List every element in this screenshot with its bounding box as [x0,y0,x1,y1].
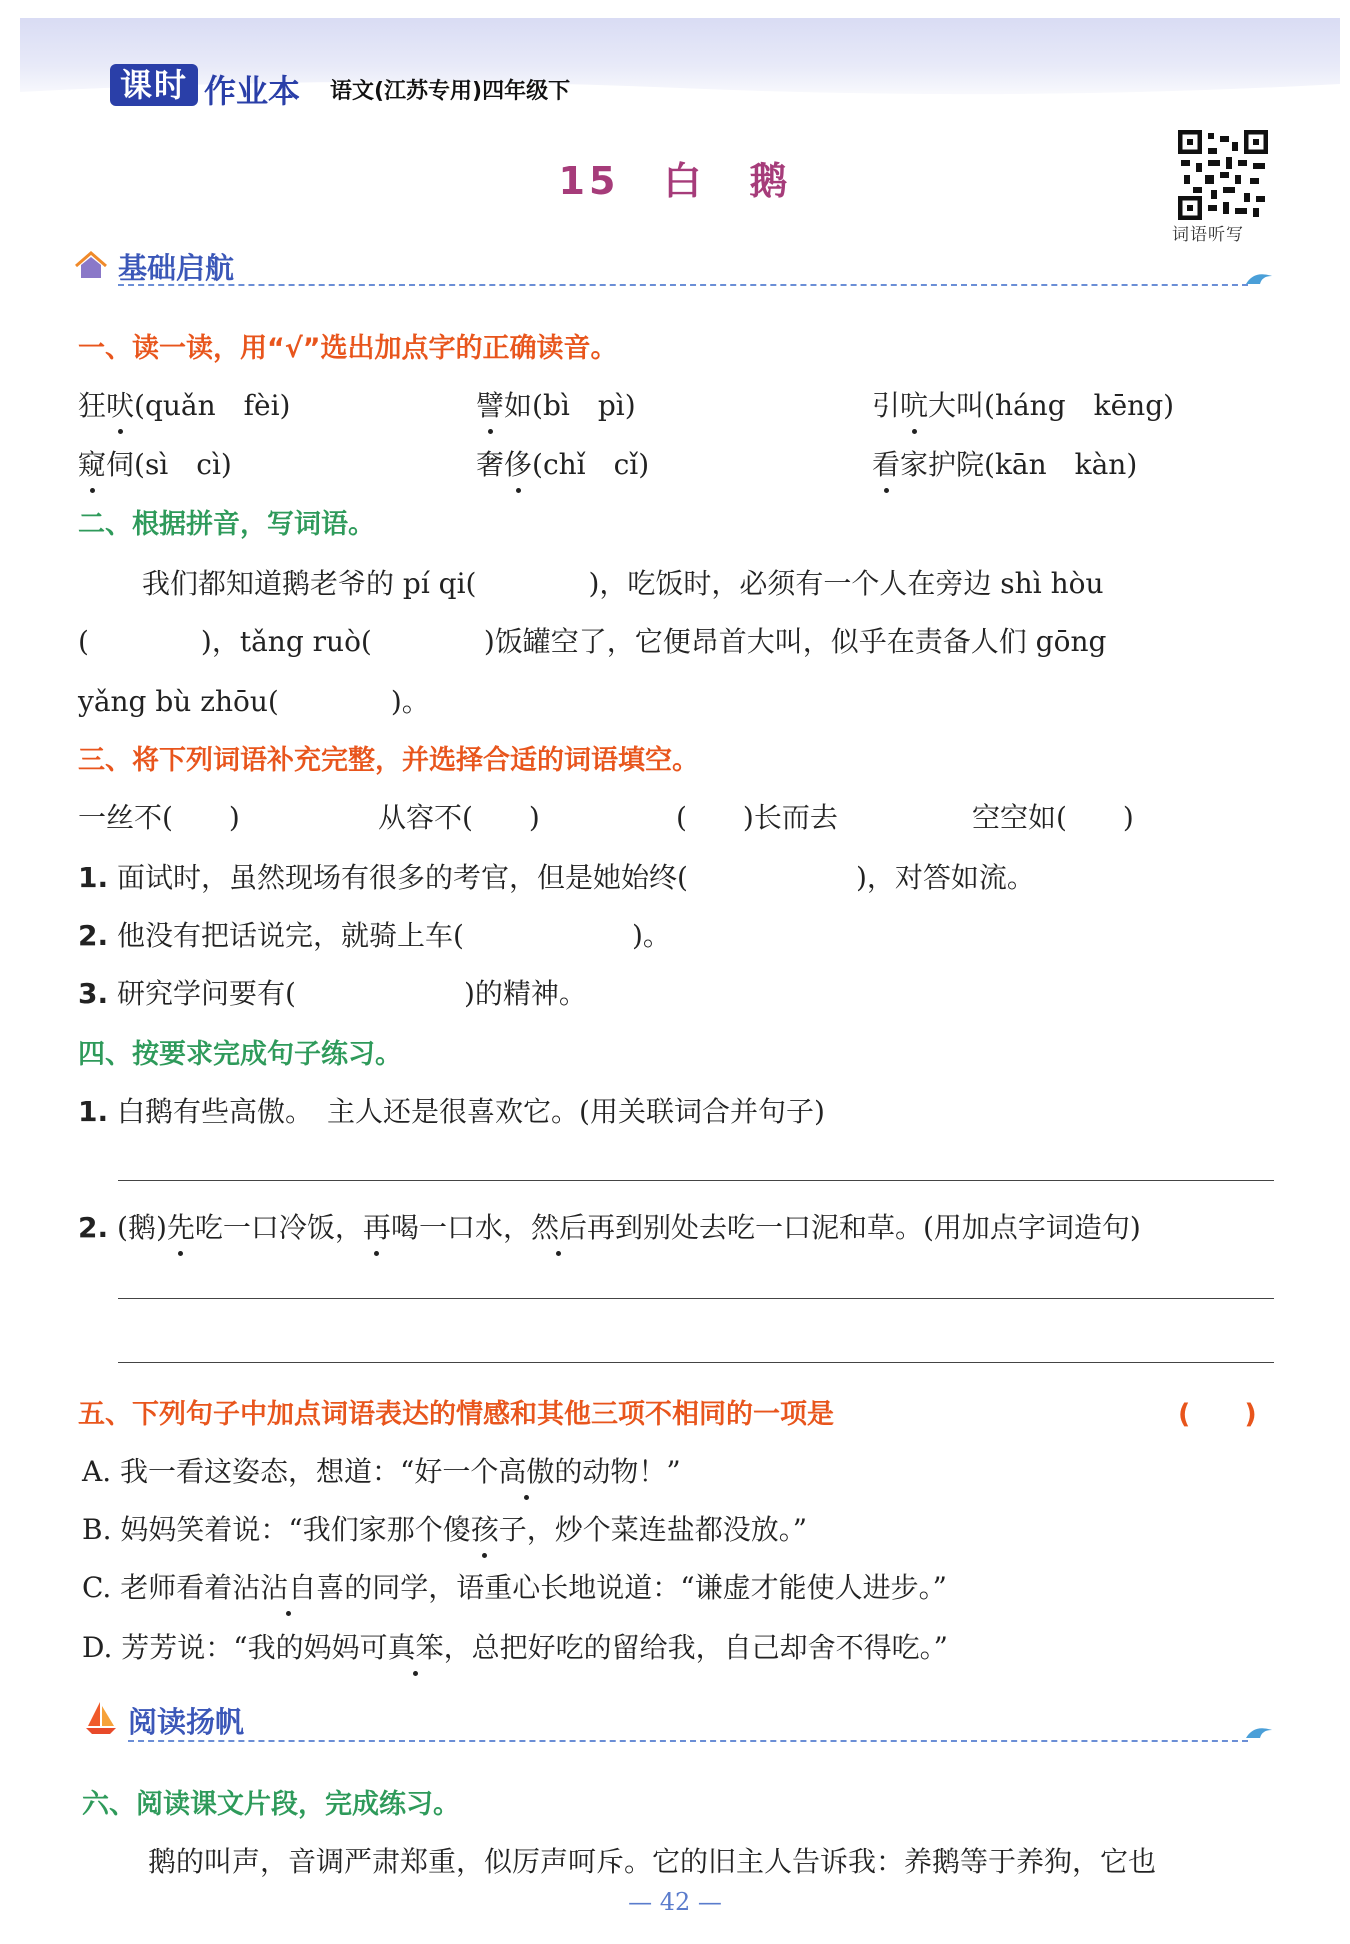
q5-option-a[interactable] [82,1450,681,1490]
q1-item-5-pinyin: (chǐ cǐ) [532,448,650,481]
lesson-number: 15 [558,159,620,203]
q1-item-5[interactable] [476,443,649,483]
q3-word-3[interactable]: ( )长而去 [676,801,838,834]
q1-item-3-pre: 引 [872,389,901,422]
option-dotted: 傻孩子 [443,1508,527,1548]
q5-option-d[interactable] [82,1626,948,1666]
house-icon [74,250,108,280]
q6-passage: 鹅的叫声，音调严肃郑重，似厉声呵斥。它的旧主人告诉我：养鹅等于养狗，它也 [148,1845,1157,1878]
q5-answer-paren[interactable]: ( ) [1178,1399,1257,1430]
q4-s2-part: 再到别处去吃一口泥和草。(用加点字词造句) [586,1211,1141,1244]
q3-sentence-1-text: 面试时，虽然现场有很多的考官，但是她始终( )，对答如流。 [117,861,1035,894]
option-text: 老师看着 [120,1571,233,1604]
option-text: 的同学，语重心长地说道：“谦虚才能使人进步。” [344,1571,947,1604]
option-dotted: 高傲 [498,1450,554,1490]
section-reading: 阅读扬帆 [128,1705,245,1739]
option-label: B. [82,1513,112,1546]
q5-option-b[interactable] [82,1508,807,1548]
option-text: 妈妈笑着说：“我们家那个 [120,1513,443,1546]
q3-title: 三、将下列词语补充完整，并选择合适的词语填空。 [78,745,699,776]
q1-item-1[interactable] [78,384,290,424]
q1-item-1-pinyin: (quǎn fèi) [134,389,291,422]
q1-title: 一、读一读，用“√”选出加点字的正确读音。 [78,333,618,364]
q4-sentence-2-number: 2. [78,1211,109,1244]
q1-item-1-pre: 狂 [78,389,107,422]
q3-sentence-2[interactable] [78,914,671,954]
q3-sentence-2-text: 他没有把话说完，就骑上车( )。 [117,919,671,952]
section-basic: 基础启航 [118,251,235,285]
section-divider [128,1740,1248,1742]
option-dotted: 沾沾自喜 [232,1566,344,1606]
q1-item-6[interactable] [872,443,1137,483]
q4-s2-part: 喝一口水， [390,1211,531,1244]
q1-item-2-pinyin: 如(bì pì) [504,389,636,422]
q4-sentence-1 [78,1090,825,1130]
q1-item-5-pre: 奢 [476,448,505,481]
q2-line-3[interactable]: yǎng bù zhōu( )。 [78,685,430,718]
q1-item-4-dotted: 窥 [78,443,106,483]
q3-sentence-1[interactable] [78,856,1035,896]
q1-item-5-dotted: 侈 [504,443,532,483]
logo-subtitle: 作业本 [204,72,301,110]
option-text: ，炒个菜连盐都没放。” [526,1513,808,1546]
q4-sentence-1-number: 1. [78,1095,109,1128]
option-text: 的动物！” [554,1455,681,1488]
q1-item-2-dotted: 譬 [476,384,504,424]
option-text: 我一看这姿态，想道：“好一个 [120,1455,499,1488]
q5-title: 五、下列句子中加点词语表达的情感和其他三项不相同的一项是 [78,1399,834,1430]
q1-item-2[interactable] [476,384,636,424]
q2-line-1[interactable]: 我们都知道鹅老爷的 pí qi( )，吃饭时，必须有一个人在旁边 shì hòu [142,567,1104,600]
q1-item-6-dotted: 看 [872,443,900,483]
q2-title: 二、根据拼音，写词语。 [78,509,375,540]
wave-icon [1244,268,1274,288]
lesson-title-char-1: 白 [663,159,706,203]
q4-s2-dotted: 先 [167,1206,195,1246]
q4-title: 四、按要求完成句子练习。 [78,1039,402,1070]
q3-word-1[interactable]: 一丝不( ) [78,801,240,834]
option-label: C. [82,1571,112,1604]
page-number: — 42 — [628,1888,722,1916]
option-dotted: 真笨 [388,1626,444,1666]
q1-item-4-pinyin: 伺(sì cì) [106,448,232,481]
qr-code-icon[interactable] [1178,130,1268,220]
q3-sentence-3[interactable] [78,972,587,1012]
q3-sentence-3-number: 3. [78,977,109,1010]
section-divider [118,284,1248,286]
option-label: A. [82,1455,112,1488]
lesson-title [0,150,1350,205]
option-text: 芳芳说：“我的妈妈可 [121,1631,388,1664]
q4-s2-dotted: 然后 [531,1206,587,1246]
lesson-title-char-2: 鹅 [749,159,792,203]
option-text: ，总把好吃的留给我，自己却舍不得吃。” [443,1631,948,1664]
q4-s2-dotted: 再 [363,1206,391,1246]
q3-sentence-2-number: 2. [78,919,109,952]
q4-s2-part: (鹅) [117,1211,167,1244]
q3-sentence-1-number: 1. [78,861,109,894]
sailboat-icon [84,1700,118,1736]
q1-item-3[interactable] [872,384,1174,424]
q3-word-4[interactable]: 空空如( ) [972,801,1134,834]
answer-line[interactable] [118,1180,1274,1181]
q1-item-3-pinyin: 大叫(háng kēng) [928,389,1175,422]
q1-item-4[interactable] [78,443,232,483]
book-title: 语文(江苏专用)四年级下 [330,79,571,104]
q3-sentence-3-text: 研究学问要有( )的精神。 [117,977,587,1010]
answer-line[interactable] [118,1298,1274,1299]
logo: 课时 [110,64,198,106]
q2-line-2[interactable]: ( )，tǎng ruò( )饭罐空了，它便昂首大叫，似乎在责备人们 gōng [78,625,1107,658]
q4-sentence-2 [78,1206,1141,1246]
q4-sentence-1-text: 白鹅有些高傲。 主人还是很喜欢它。(用关联词合并句子) [117,1095,825,1128]
qr-label: 词语听写 [1172,225,1244,245]
q5-option-c[interactable] [82,1566,947,1606]
wave-icon [1244,1722,1274,1742]
q4-s2-part: 吃一口冷饭， [194,1211,363,1244]
option-label: D. [82,1631,113,1664]
q1-item-3-dotted: 吭 [900,384,928,424]
q6-title: 六、阅读课文片段，完成练习。 [82,1789,460,1820]
answer-line[interactable] [118,1362,1274,1363]
q1-item-6-pinyin: 家护院(kān kàn) [900,448,1138,481]
q1-item-1-dotted: 吠 [106,384,134,424]
q3-word-2[interactable]: 从容不( ) [378,801,540,834]
